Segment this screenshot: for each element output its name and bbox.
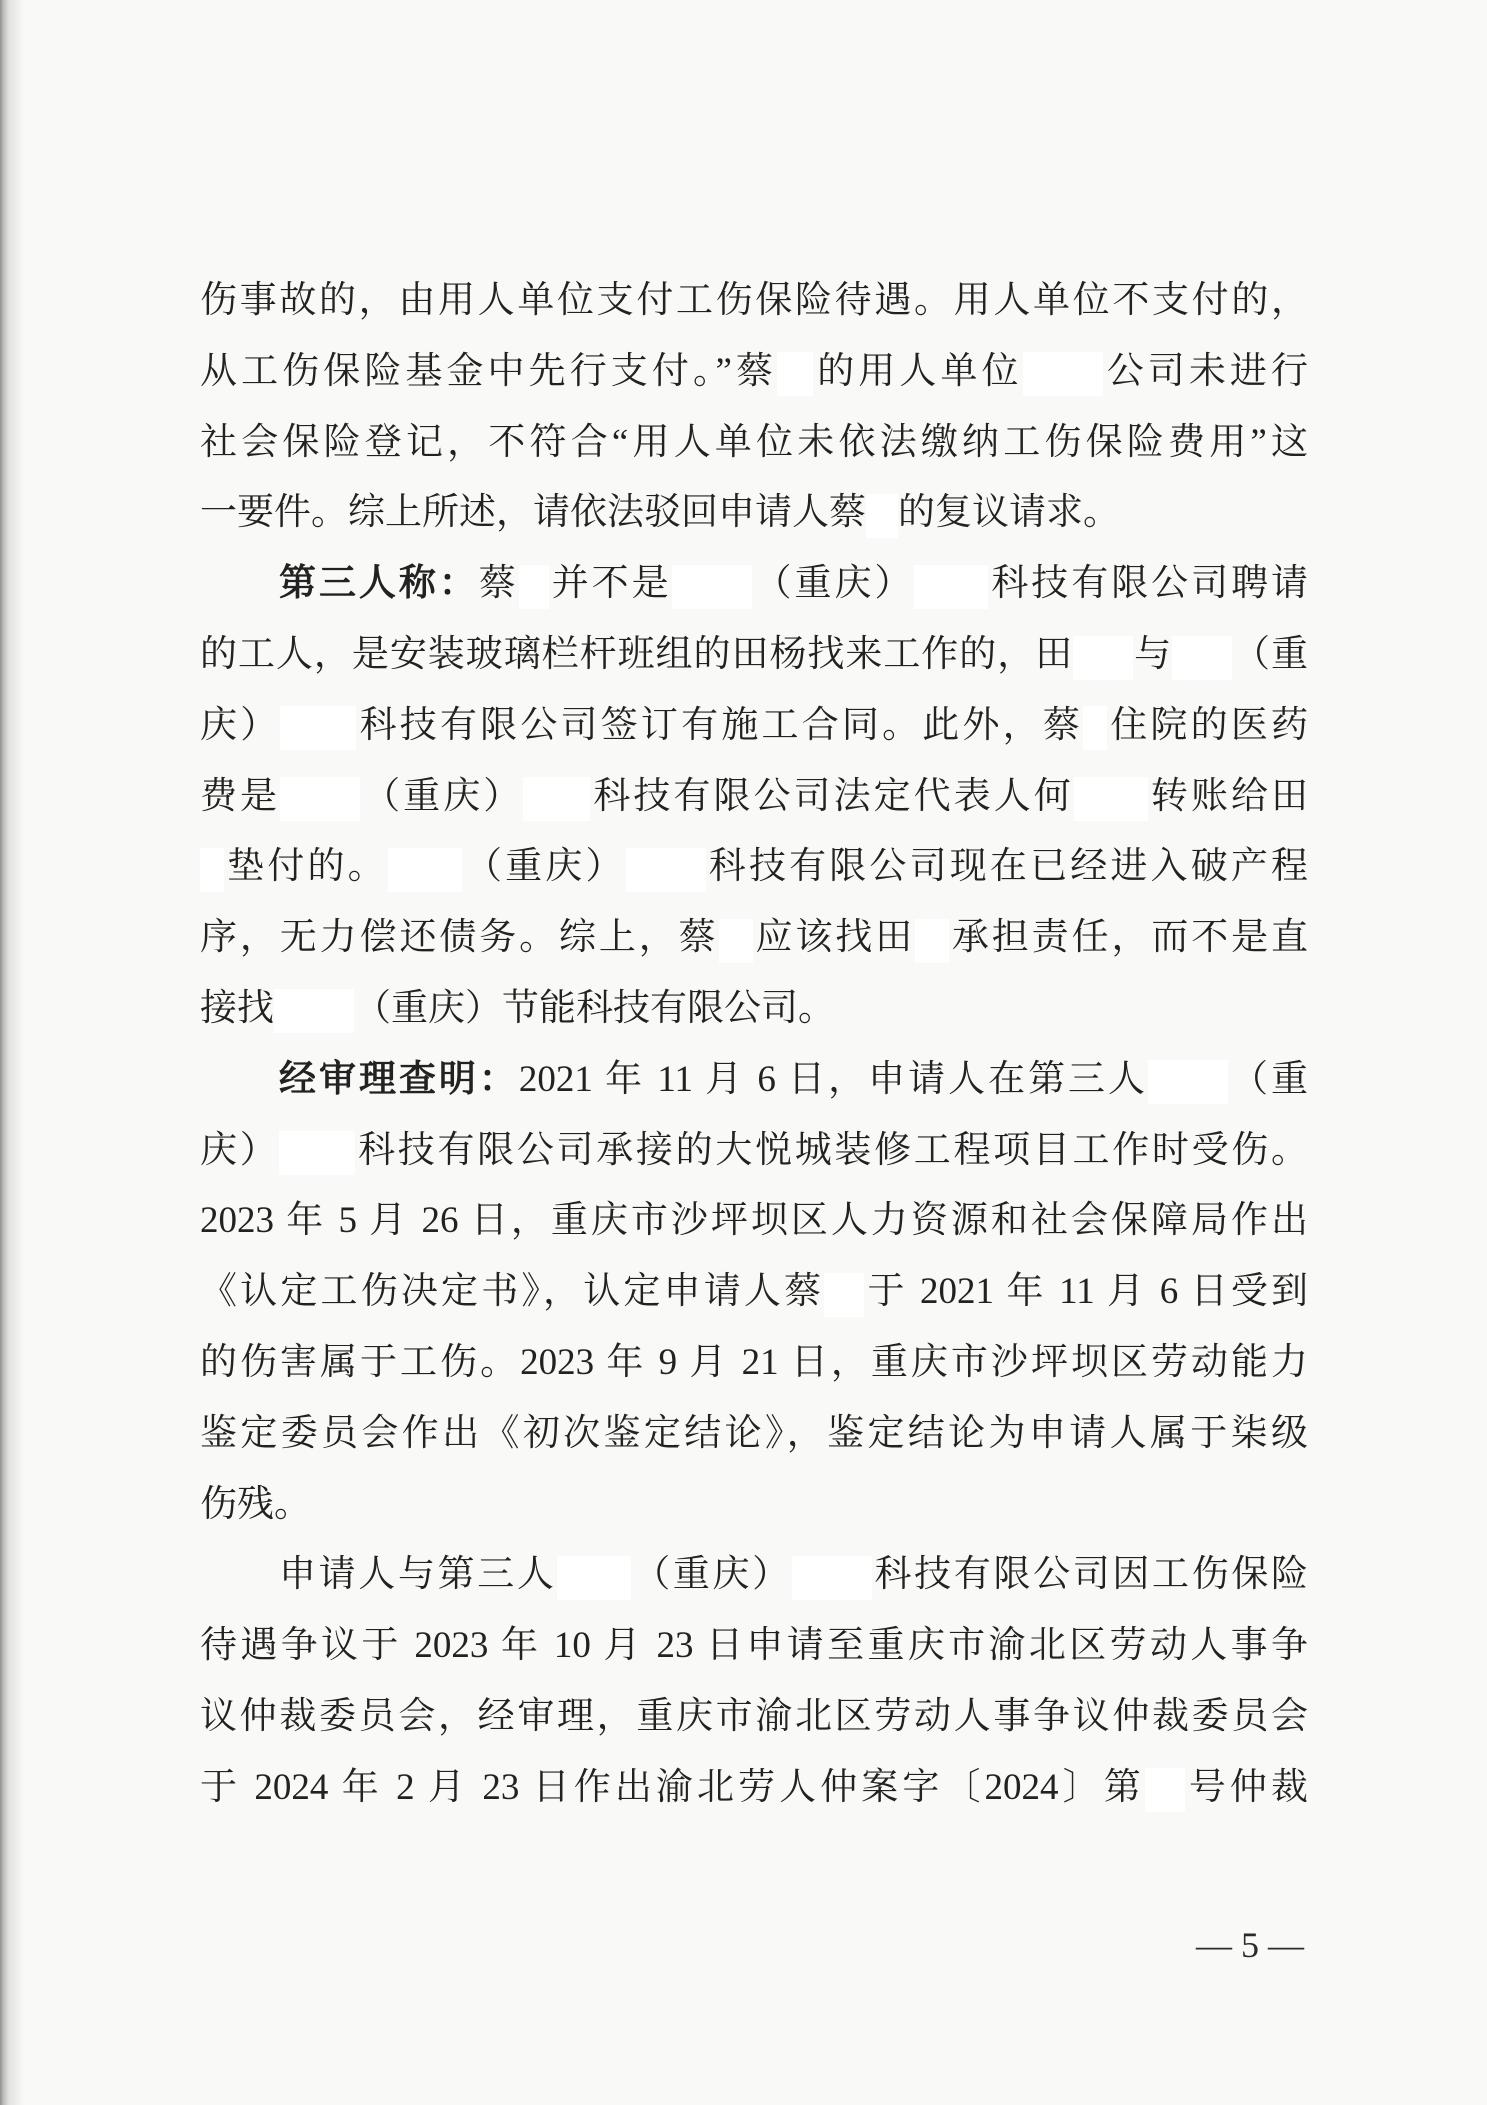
text-segment: 并不是 (548, 563, 672, 605)
text-line (200, 1682, 1308, 1753)
text-segment: 接找 (200, 987, 274, 1029)
text-segment: 议仲裁委员会，经审理，重庆市渝北区劳动人事争议仲裁委员会 (200, 1695, 1308, 1737)
redaction-box (1145, 1768, 1185, 1812)
text-line (200, 1399, 1308, 1470)
page-number: — 5 — (1196, 1925, 1304, 1965)
text-line (200, 832, 1308, 903)
text-segment: 2021 年 11 月 6 日，申请人在第三人 (518, 1058, 1149, 1100)
text-line (200, 762, 1308, 833)
text-segment: 社会保险登记，不符合“用人单位未依法缴纳工伤保险费用”这 (200, 421, 1308, 463)
document-body (200, 266, 1308, 1824)
text-segment: 伤事故的，由用人单位支付工伤保险待遇。用人单位不支付的， (200, 280, 1308, 321)
text-segment: 从工伤保险基金中先行支付。”蔡 (200, 350, 778, 392)
text-segment: 应该找田 (752, 917, 916, 959)
text-line (200, 620, 1308, 691)
redaction-box (519, 565, 549, 609)
redaction-box (280, 777, 360, 821)
redaction-box (1023, 352, 1103, 396)
paragraph-continuation (200, 266, 1308, 549)
text-segment: 承担责任，而不是直 (949, 917, 1309, 959)
text-segment: 科技有限公司因工伤保险 (871, 1554, 1309, 1596)
redaction-box (274, 989, 354, 1033)
text-segment: 垫付的。 (224, 846, 388, 888)
text-line (200, 1045, 1308, 1116)
text-segment: （重庆） (751, 563, 915, 605)
paragraph-findings (200, 1045, 1308, 1541)
redaction-box (915, 919, 949, 963)
text-segment: 伤残。 (200, 1483, 311, 1525)
redaction-box (1172, 636, 1232, 680)
redaction-box (1073, 636, 1133, 680)
redaction-box (1148, 1060, 1228, 1104)
redaction-box (824, 1273, 864, 1317)
scan-edge-shadow (0, 0, 24, 2105)
text-segment: （重 (1232, 633, 1309, 675)
redaction-box (672, 565, 752, 609)
text-line (200, 337, 1308, 408)
text-segment: 序，无力偿还债务。综上，蔡 (200, 917, 719, 959)
text-segment: （重 (1228, 1058, 1308, 1100)
text-segment: 《认定工伤决定书》，认定申请人蔡 (200, 1271, 825, 1313)
text-segment: 科技有限公司法定代表人何 (590, 775, 1074, 817)
text-line (200, 1186, 1308, 1257)
redaction-box (523, 777, 590, 821)
text-segment: 号仲裁 (1184, 1766, 1309, 1808)
text-segment: 庆） (200, 704, 281, 746)
text-segment: （重庆） (360, 775, 524, 817)
text-line (200, 1611, 1308, 1682)
text-segment: 科技有限公司签订有施工合同。此外，蔡 (356, 704, 1084, 746)
text-segment: 于 2024 年 2 月 23 日作出渝北劳人仲案字〔2024〕第 (200, 1766, 1145, 1808)
text-segment: 的工人，是安装玻璃栏杆班组的田杨找来工作的，田 (200, 633, 1074, 675)
redaction-box (200, 848, 224, 892)
text-segment: （重庆） (461, 846, 626, 888)
paragraph-arbitration (200, 1540, 1308, 1823)
text-segment: 于 2021 年 11 月 6 日受到 (864, 1271, 1308, 1313)
text-segment: 科技有限公司聘请 (988, 563, 1309, 605)
paragraph-label: 第三人称： (279, 563, 479, 605)
paragraph-third-party-statement (200, 549, 1308, 1045)
redaction-box (777, 352, 813, 396)
redaction-box (914, 565, 988, 609)
text-line (200, 549, 1308, 620)
text-segment: 转账给田 (1147, 775, 1309, 817)
text-line (200, 266, 1308, 337)
text-segment: （重庆）节能科技有限公司。 (354, 987, 835, 1029)
redaction-box (719, 919, 753, 963)
text-segment: 费是 (200, 775, 281, 817)
redaction-box (626, 848, 706, 892)
text-line (200, 1328, 1308, 1399)
text-segment: 科技有限公司现在已经进入破产程 (705, 846, 1309, 888)
text-line (200, 1470, 1308, 1541)
text-segment: 待遇争议于 2023 年 10 月 23 日申请至重庆市渝北区劳动人事争 (200, 1625, 1308, 1667)
text-segment: 的用人单位 (813, 350, 1023, 392)
text-segment: 鉴定委员会作出《初次鉴定结论》，鉴定结论为申请人属于柒级 (200, 1412, 1308, 1454)
text-line (200, 974, 1308, 1045)
redaction-box (279, 1131, 355, 1175)
paragraph-label: 经审理查明： (279, 1058, 519, 1100)
text-segment: 2023 年 5 月 26 日，重庆市沙坪坝区人力资源和社会保障局作出 (200, 1200, 1308, 1242)
text-line (200, 408, 1308, 479)
text-segment: 住院的医药 (1107, 704, 1309, 746)
text-line (200, 1116, 1308, 1187)
text-line (200, 1257, 1308, 1328)
redaction-box (866, 494, 898, 538)
text-segment: 与 (1133, 633, 1173, 675)
text-line (200, 1753, 1308, 1824)
text-line (200, 691, 1308, 762)
text-line (200, 903, 1308, 974)
text-segment: 蔡 (478, 563, 519, 605)
redaction-box (557, 1556, 631, 1600)
text-segment: 的伤害属于工伤。2023 年 9 月 21 日，重庆市沙坪坝区劳动能力 (200, 1341, 1308, 1383)
text-segment: 一要件。综上所述，请依法驳回申请人蔡 (200, 492, 866, 534)
text-segment: 申请人与第三人 (279, 1554, 557, 1596)
text-segment: 公司未进行 (1102, 350, 1309, 392)
text-segment: 科技有限公司承接的大悦城装修工程项目工作时受伤。 (355, 1129, 1309, 1171)
redaction-box (388, 848, 462, 892)
redaction-box (1083, 706, 1107, 750)
text-line (200, 478, 1308, 549)
text-segment: 庆） (200, 1129, 280, 1171)
text-segment: （重庆） (630, 1554, 792, 1596)
redaction-box (1074, 777, 1148, 821)
text-segment: 的复议请求。 (898, 492, 1120, 534)
redaction-box (792, 1556, 872, 1600)
redaction-box (280, 706, 356, 750)
text-line (200, 1540, 1308, 1611)
